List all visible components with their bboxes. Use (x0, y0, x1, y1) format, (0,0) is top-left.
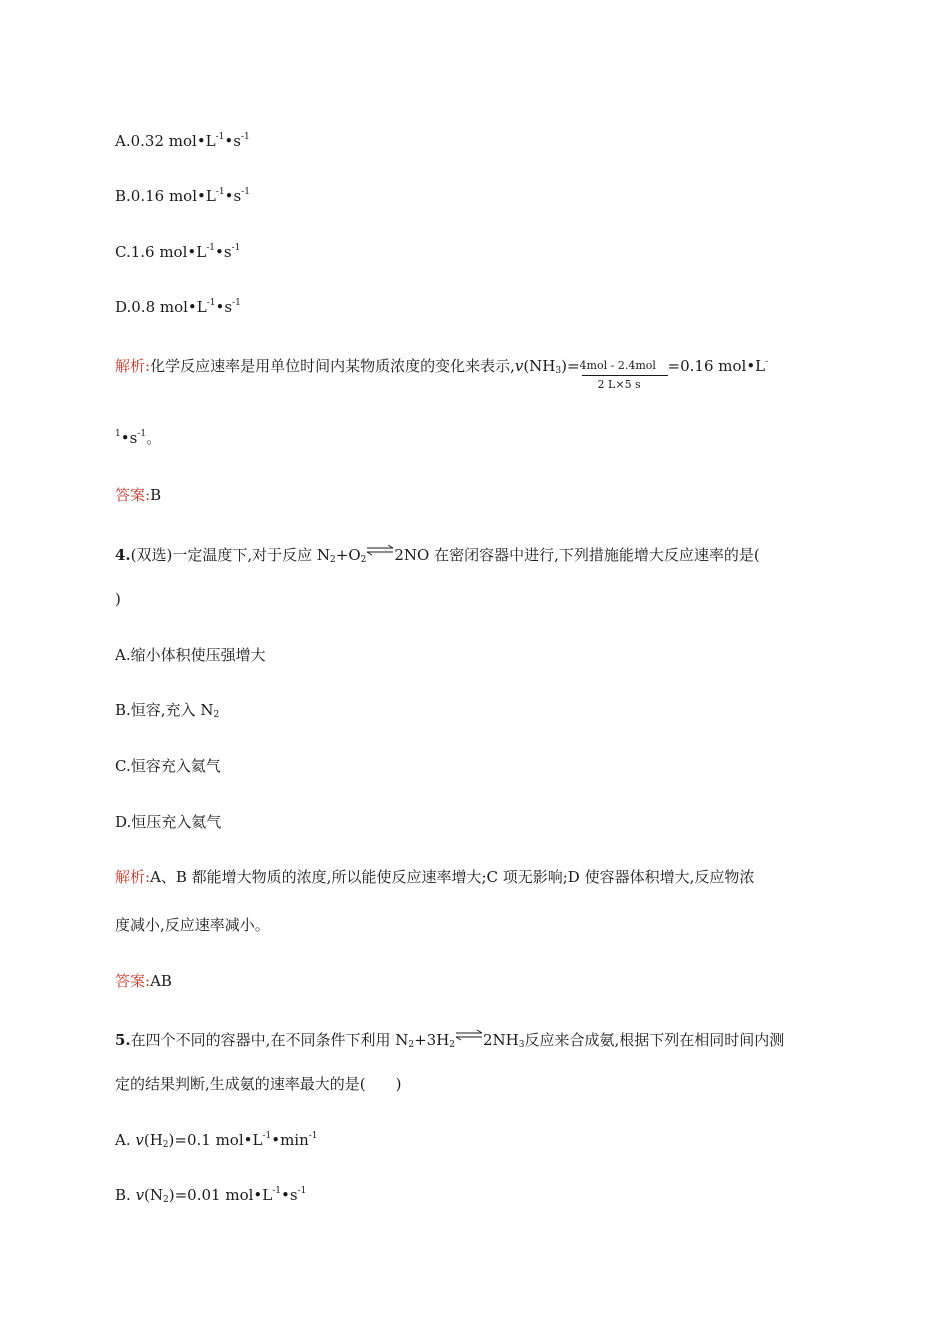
option-a: A. $v(H_2)=0.1$ $mol•L^{-1}•\min^{-1}$ (115, 1131, 318, 1150)
equilibrium-arrow-icon (366, 544, 394, 556)
analysis-q3: 解析:化学反应速率是用单位时间内某物质浓度的变化来表示$,v(NH_3)=$ $\frac{\text{4mol - 2.4mol}}{2 L\times 5 s}$ =0.16 mol•L- (115, 357, 769, 391)
analysis-q4-continued: 度减小,反应速率减小。 (115, 916, 270, 934)
option-d: D.恒压充入氦气 (115, 813, 222, 831)
option-d: D.0.8 $mol•L^{-1}•s^{-1}$ (115, 298, 241, 316)
option-b: B. $v(N_2)=0.01$ $mol•L^{-1}•s^{-1}$ (115, 1186, 307, 1205)
fraction-bar (582, 375, 668, 376)
answer-q3: 答案:B (115, 486, 162, 504)
question-number: 4. (115, 546, 131, 564)
option-b: B.恒容,充入 $N_2$ (115, 701, 220, 720)
question-4-stem: 4.(双选)一定温度下,对于反应 $N_2+O_2$ 2NO 在密闭容器中进行,下列措施能增大反应速率的是( (115, 546, 760, 565)
analysis-label: 解析: (115, 357, 151, 375)
answer-label: 答案: (115, 972, 151, 990)
option-b: B.0.16 $mol•L^{-1}•s^{-1}$ (115, 187, 250, 205)
question-5-stem: 5.在四个不同的容器中,在不同条件下利用 $N_2+3H_2$ $2NH_3$反应来合成氨,根据下列在相同时间内测 (115, 1031, 785, 1050)
fraction-denominator: 2 L×5 s (597, 378, 641, 391)
option-c: C.恒容充入氦气 (115, 757, 221, 775)
option-a: A.缩小体积使压强增大 (115, 646, 266, 664)
analysis-label: 解析: (115, 868, 151, 886)
analysis-q4: 解析:A、B 都能增大物质的浓度,所以能使反应速率增大;C 项无影响;D 使容器体积增大,反应物浓 (115, 868, 755, 886)
question-5-stem-end: 定的结果判断,生成氨的速率最大的是( ) (115, 1075, 402, 1093)
question-number: 5. (115, 1031, 131, 1049)
answer-label: 答案: (115, 486, 151, 504)
option-a: A.0.32 $mol•L^{-1}•s^{-1}$ (115, 132, 250, 150)
equilibrium-arrow-icon (455, 1029, 483, 1041)
answer-q4: 答案:AB (115, 972, 172, 990)
option-c: C.1.6 $mol•L^{-1}•s^{-1}$ (115, 243, 241, 261)
question-4-stem-end: ) (115, 590, 121, 608)
analysis-q3-continued: $^1•s^{-1}$。 (115, 429, 162, 447)
fraction-numerator: 4mol - 2.4mol (579, 359, 656, 372)
